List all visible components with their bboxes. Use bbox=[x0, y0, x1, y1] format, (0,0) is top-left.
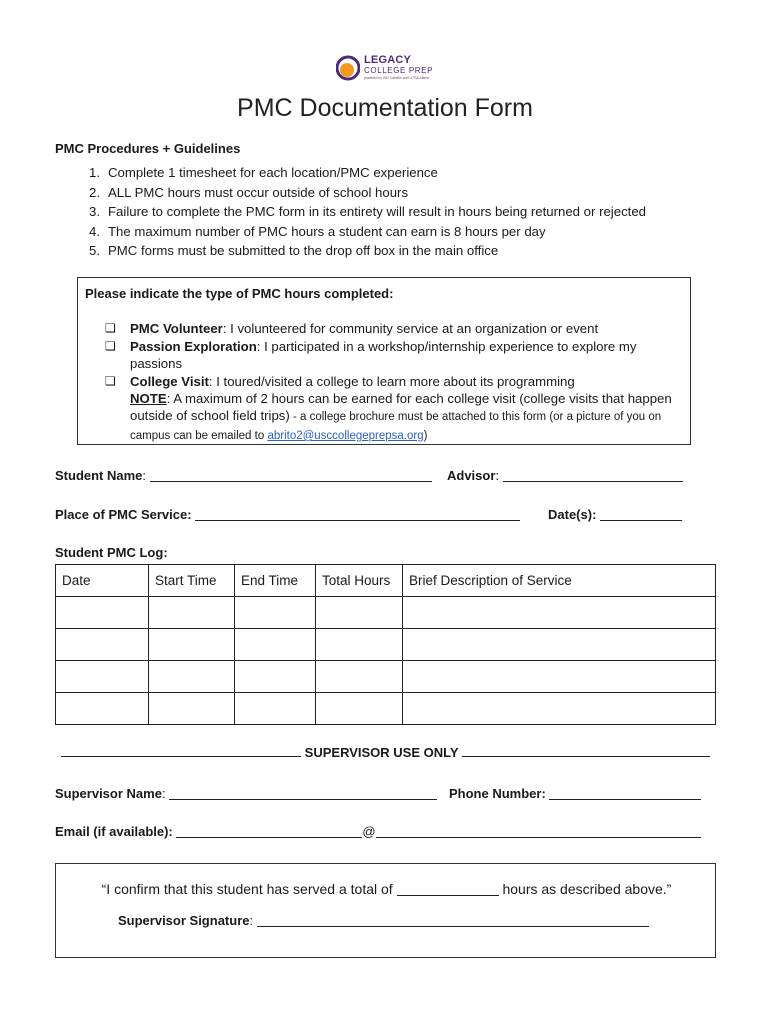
college-visit-checkbox[interactable]: ❏ bbox=[105, 374, 116, 388]
table-cell[interactable] bbox=[403, 597, 716, 629]
logo-subtitle: COLLEGE PREP bbox=[364, 66, 434, 75]
confirmation-box bbox=[55, 863, 716, 958]
table-cell[interactable] bbox=[149, 661, 235, 693]
procedure-item: 3. Failure to complete the PMC form in its entirety will result in hours being returned or rejected bbox=[89, 204, 646, 219]
table-cell[interactable] bbox=[56, 597, 149, 629]
table-row bbox=[56, 693, 716, 725]
procedures-list bbox=[55, 163, 646, 261]
supervisor-name-field: Supervisor Name: bbox=[55, 786, 437, 801]
table-row bbox=[56, 597, 716, 629]
page-title: PMC Documentation Form bbox=[237, 94, 533, 122]
dates-input[interactable] bbox=[600, 508, 682, 521]
dates-field: Date(s): bbox=[548, 507, 682, 522]
email-link[interactable]: abrito2@usccollegeprepsa.org bbox=[267, 430, 424, 442]
logo-wordmark: LEGACY bbox=[364, 54, 412, 66]
procedure-item: 4. The maximum number of PMC hours a student can earn is 8 hours per day bbox=[89, 223, 546, 239]
banner-divider-right bbox=[462, 755, 710, 757]
col-end-time: End Time bbox=[235, 565, 316, 597]
confirmation-statement: “I confirm that this student has served a total of hours as described above.” bbox=[101, 881, 672, 897]
note-label: NOTE bbox=[130, 391, 167, 406]
table-cell[interactable] bbox=[149, 597, 235, 629]
banner-divider-left bbox=[61, 755, 301, 757]
log-heading: Student PMC Log: bbox=[55, 545, 168, 560]
table-cell[interactable] bbox=[316, 693, 403, 725]
supervisor-name-input[interactable] bbox=[169, 787, 437, 800]
procedure-item: 2. ALL PMC hours must occur outside of school hours bbox=[89, 184, 409, 200]
table-cell[interactable] bbox=[316, 629, 403, 661]
email-field: Email (if available): @ bbox=[55, 824, 701, 839]
col-description: Brief Description of Service bbox=[403, 565, 716, 597]
hours-type-heading: Please indicate the type of PMC hours completed: bbox=[85, 286, 394, 301]
table-row bbox=[56, 661, 716, 693]
table-cell[interactable] bbox=[316, 597, 403, 629]
table-cell[interactable] bbox=[56, 629, 149, 661]
passion-checkbox[interactable]: ❏ bbox=[105, 339, 116, 353]
logo-tagline: powered by ISD Cabello and UTSA Alamo bbox=[364, 76, 430, 80]
table-cell[interactable] bbox=[403, 693, 716, 725]
legacy-logo-icon bbox=[336, 54, 360, 82]
col-start-time: Start Time bbox=[149, 565, 235, 597]
col-date: Date bbox=[56, 565, 149, 597]
signature-input[interactable] bbox=[257, 914, 649, 927]
school-logo bbox=[336, 52, 436, 84]
volunteer-checkbox[interactable]: ❏ bbox=[105, 321, 116, 335]
table-cell[interactable] bbox=[316, 661, 403, 693]
student-name-input[interactable] bbox=[150, 469, 432, 482]
table-cell[interactable] bbox=[403, 661, 716, 693]
table-cell[interactable] bbox=[56, 693, 149, 725]
advisor-input[interactable] bbox=[503, 469, 683, 482]
table-cell[interactable] bbox=[235, 693, 316, 725]
table-header-row bbox=[56, 565, 716, 597]
hours-type-box: Please indicate the type of PMC hours completed: ❏ PMC Volunteer: I volunteered for community service at an organization or event ❏ Passion Exploration: I participated in a workshop/internship experience to explore my passions ❏ College Visit: I toured/visited a college to learn more about its programming NOTE: A maximum of 2 hours can be earned for each college visit (college visits that happen outside of school field trips) - a college brochure must be attached to this form (or a picture of you on campus can be emailed to abrito2@usccollegeprepsa.org) bbox=[77, 277, 691, 445]
table-cell[interactable] bbox=[235, 597, 316, 629]
place-input[interactable] bbox=[195, 508, 520, 521]
table-row bbox=[56, 629, 716, 661]
procedures-heading: PMC Procedures + Guidelines bbox=[55, 141, 241, 156]
procedure-item: 5. PMC forms must be submitted to the drop off box in the main office bbox=[89, 243, 499, 258]
procedure-item: 1. Complete 1 timesheet for each location/PMC experience bbox=[89, 165, 438, 180]
hours-served-input[interactable] bbox=[397, 883, 499, 896]
pmc-log-table bbox=[55, 564, 716, 725]
advisor-field: Advisor: bbox=[447, 468, 683, 483]
supervisor-banner: SUPERVISOR USE ONLY bbox=[55, 745, 716, 760]
signature-field: Supervisor Signature: bbox=[118, 913, 649, 928]
place-field: Place of PMC Service: bbox=[55, 507, 520, 522]
student-name-field: Student Name: bbox=[55, 468, 432, 483]
table-cell[interactable] bbox=[149, 693, 235, 725]
table-cell[interactable] bbox=[149, 629, 235, 661]
table-cell[interactable] bbox=[403, 629, 716, 661]
email-domain-input[interactable] bbox=[376, 825, 701, 838]
phone-field: Phone Number: bbox=[449, 786, 701, 801]
table-cell[interactable] bbox=[235, 661, 316, 693]
col-total-hours: Total Hours bbox=[316, 565, 403, 597]
table-cell[interactable] bbox=[235, 629, 316, 661]
phone-input[interactable] bbox=[549, 787, 701, 800]
table-cell[interactable] bbox=[56, 661, 149, 693]
email-user-input[interactable] bbox=[176, 825, 362, 838]
